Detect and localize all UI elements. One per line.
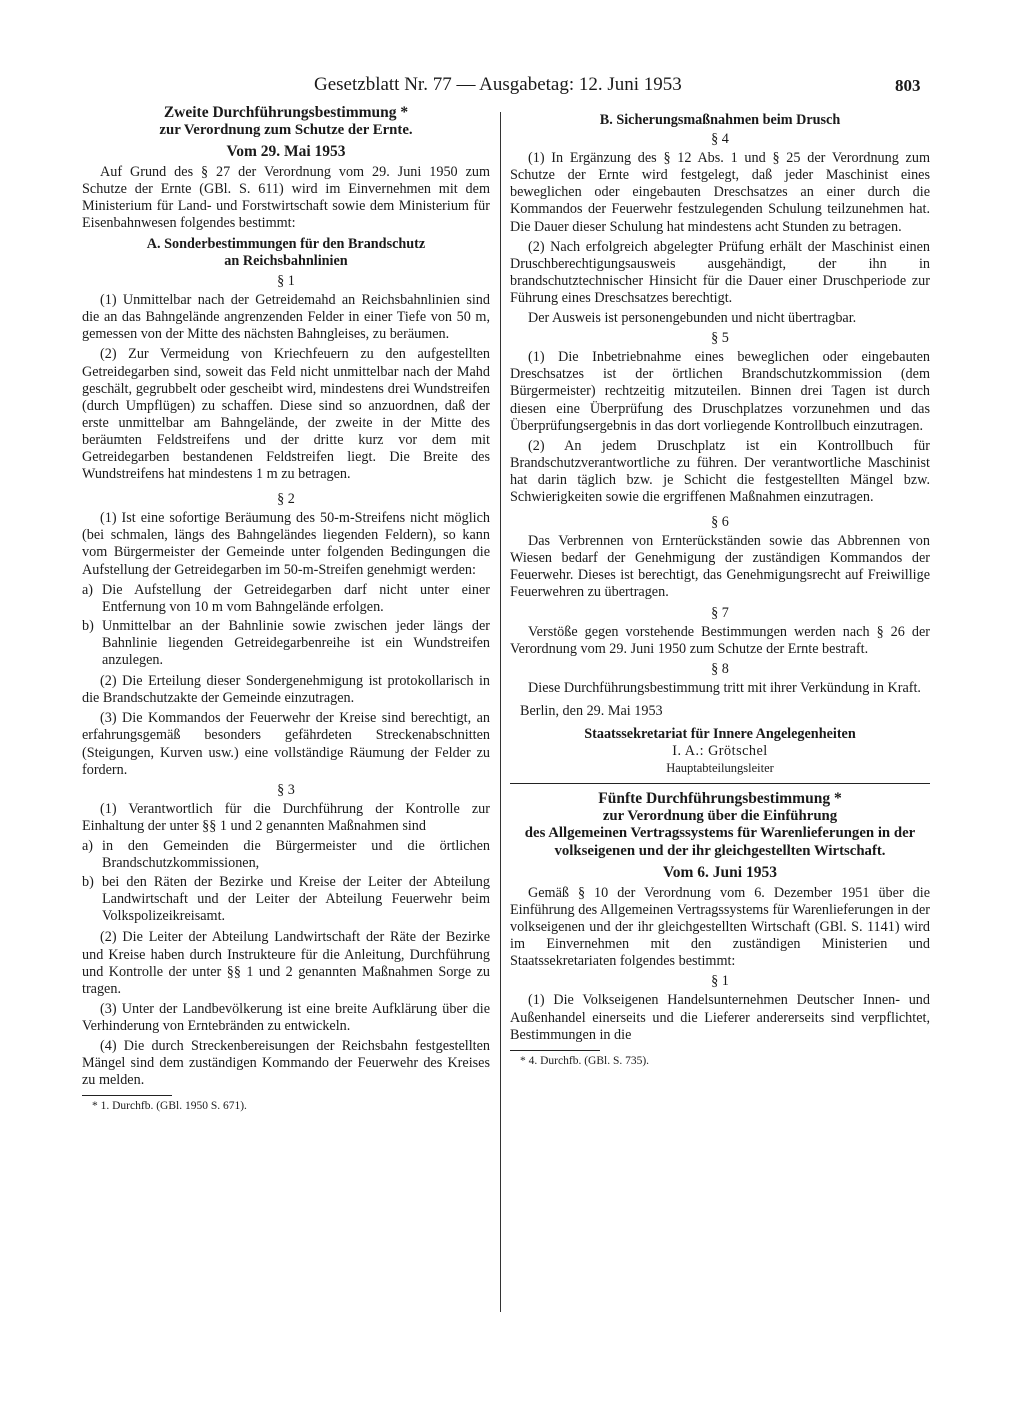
list-text: Die Aufstellung der Getreidegarben darf nicht unter einer Entfernung von 10 m vom Bahngelände erfolgen. <box>102 581 490 615</box>
list-item <box>82 618 490 669</box>
document-date: Vom 29. Mai 1953 <box>226 143 346 160</box>
paragraph-heading-4: § 4 <box>711 131 729 148</box>
list-marker: b) <box>82 617 94 634</box>
list-text: bei den Räten der Bezirke und Kreise der Leiter der Abteilung Landwirtschaft und der Leiter der Abteilung Feuerwehr beim Volkspolizeikreisamt. <box>102 874 490 925</box>
list-marker: a) <box>82 837 94 854</box>
s7-para-1: Verstöße gegen vorstehende Bestimmungen werden nach § 26 der Verordnung vom 29. Juni 1950 zum Schutze der Ernte bestraft. <box>510 623 930 657</box>
signature-role: Hauptabteilungsleiter <box>666 761 774 776</box>
right-column <box>510 104 930 1070</box>
paragraph-heading-6: § 6 <box>711 514 729 531</box>
signature-name: I. A.: Grötschel <box>672 743 768 760</box>
t2-intro-paragraph: Gemäß § 10 der Verordnung vom 6. Dezember 1951 über die Einführung des Allgemeinen Vertragssystems für Warenlieferungen in der volkseigenen und der ihr gleichgestellten Wirtschaft (GBl. S. 1141) wird im Einvernehmen mit den zuständigen Ministerien und Staatssekretariaten folgendes bestimmt: <box>510 884 930 970</box>
s3-para-4: (4) Die durch Streckenbereisungen der Reichsbahn festgestellten Mängel sind dem zuständigen Kommando der Feuerwehr des Kreises zu melden. <box>82 1038 490 1089</box>
paragraph-heading-3: § 3 <box>277 781 295 798</box>
page-number: 803 <box>895 76 921 95</box>
s5-para-1: (1) Die Inbetriebnahme eines beweglichen oder eingebauten Dreschsatzes ist der örtlichen Brandschutzkommission (dem Bürgermeister) rechtzeitig mitzuteilen. Binnen drei Tagen ist durch diesen eine Überprüfung des Druschplatzes vorzunehmen und das Überprüfungsergebnis in das dort vorliegende Kontrollbuch einzutragen. <box>510 349 930 434</box>
place-date: Berlin, den 29. Mai 1953 <box>520 703 663 719</box>
footnote: * 1. Durchfb. (GBl. 1950 S. 671). <box>92 1100 247 1113</box>
s4-para-2: (2) Nach erfolgreich abgelegter Prüfung erhält der Maschinist einen Druschberechtigungsausweis ausgehändigt, der ihn in brandschutztechnischer Hinsicht für die Dauer einer Druschperiode zur Führung eines Dreschsatzes berechtigt. <box>510 238 930 306</box>
document-title: Zweite Durchführungsbestimmung * <box>163 104 409 121</box>
s4-para-3: Der Ausweis ist personengebunden und nicht übertragbar. <box>528 310 857 327</box>
paragraph-heading-2: § 2 <box>277 491 295 508</box>
footnote-rule <box>82 1095 172 1096</box>
s6-para-1: Das Verbrennen von Ernterückständen sowie das Abbrennen von Wiesen bedarf der Genehmigung der zuständigen Kommandos der Feuerwehr. Dieses ist berechtigt, das Genehmigungsrecht auf Freiwillige Feuerwehren zu übertragen. <box>510 533 930 601</box>
footnote: * 4. Durchfb. (GBl. S. 735). <box>520 1054 650 1067</box>
list-marker: b) <box>82 874 94 891</box>
second-document-date: Vom 6. Juni 1953 <box>663 864 777 882</box>
s8-para-1: Diese Durchführungsbestimmung tritt mit ihrer Verkündung in Kraft. <box>528 679 921 696</box>
section-rule <box>510 783 930 784</box>
s2-para-1: (1) Ist eine sofortige Beräumung des 50-m-Streifens nicht möglich (bei schmalen, längs des Bahngeländes liegenden Feldern), so kann vom Bürgermeister der Gemeinde unter folgenden Bedingungen die Aufstellung der Getreidegarben im 50-m-Streifen genehmigt werden: <box>82 510 490 578</box>
list-item <box>82 874 490 925</box>
signature-organization: Staatssekretariat für Innere Angelegenheiten <box>584 726 856 743</box>
s2-para-2: (2) Die Erteilung dieser Sondergenehmigung ist protokollarisch in die Brandschutzakte der Gemeinde einzutragen. <box>82 673 490 707</box>
s4-para-1: (1) In Ergänzung des § 12 Abs. 1 und § 25 der Verordnung zum Schutze der Ernte wird festgelegt, daß jeder Maschinist eines beweglichen oder eingebauten Dreschsatzes an einer durch die Kommandos der Feuerwehr festzulegenden Schulung teilzunehmen hat. Die Dauer dieser Schulung hat mindestens acht Stunden zu betragen. <box>510 150 930 235</box>
list-marker: a) <box>82 581 94 598</box>
section-b-heading: B. Sicherungsmaßnahmen beim Drusch <box>599 112 841 128</box>
s3-para-3: (3) Unter der Landbevölkerung ist eine breite Aufklärung über die Verhinderung von Erntebränden zu entwickeln. <box>82 1000 490 1034</box>
s1-para-1: (1) Unmittelbar nach der Getreidemahd an Reichsbahnlinien sind die an das Bahngelände angrenzenden Felder in einer Tiefe von 50 m, gemessen von der Mitte des nächsten Bahngleises, zu beräumen. <box>82 292 490 343</box>
page-header <box>0 74 1024 102</box>
s1-para-2: (2) Zur Vermeidung von Kriechfeuern zu den aufgestellten Getreidegarben sind, soweit das Feld nicht unmittelbar nach der Mahd geschält, gegrubbelt oder gescheibt wird, mindestens drei Wundstreifen (durch Umpflügen) zu schaffen. Diese sind so anzuordnen, daß der erste unmittelbar am Bahngelände, der zweite in der Mitte des beräumten Feldstreifens und der dritte kurz vor dem mit Getreidegarben bestandenen Feldstreifen liegt. Die Breite des Wundstreifens hat mindestens 1 m zu betragen. <box>82 346 490 483</box>
header-title: Gesetzblatt Nr. 77 — Ausgabetag: 12. Juni 1953 <box>314 74 682 95</box>
footnote-rule <box>510 1050 600 1051</box>
s2-para-3: (3) Die Kommandos der Feuerwehr der Kreise sind berechtigt, an erfahrungsgemäß besonders gefährdeten Streckenabschnitten (Steigungen, Kurven usw.) eine vollständige Räumung der Felder zu fordern. <box>82 710 490 778</box>
second-document-title: Fünfte Durchführungsbestimmung * <box>598 790 842 808</box>
t2-paragraph-heading-1: § 1 <box>711 973 729 990</box>
document-subtitle: zur Verordnung zum Schutze der Ernte. <box>159 121 413 138</box>
paragraph-heading-5: § 5 <box>711 330 729 347</box>
paragraph-heading-8: § 8 <box>711 660 729 677</box>
intro-paragraph: Auf Grund des § 27 der Verordnung vom 29. Juni 1950 zum Schutze der Ernte (GBl. S. 611) wird im Einvernehmen mit dem Ministerium für Land- und Forstwirtschaft sowie dem Ministerium für Eisenbahnwesen folgendes bestimmt: <box>82 163 490 231</box>
paragraph-heading-1: § 1 <box>277 273 295 290</box>
section-a-heading-cont: an Reichsbahnlinien <box>224 252 348 269</box>
t2-s1-para-1: (1) Die Volkseigenen Handelsunternehmen Deutscher Innen- und Außenhandel einerseits und die Lieferer andererseits sind verpflichtet, Bestimmungen in die <box>510 992 930 1043</box>
list-text: Unmittelbar an der Bahnlinie sowie zwischen jeder längs der Bahnlinie liegenden Getreidegarbenreihe ist ein Wundstreifen anzulegen. <box>102 617 490 669</box>
s3-para-1: (1) Verantwortlich für die Durchführung der Kontrolle zur Einhaltung der unter §§ 1 und 2 genannten Maßnahmen sind <box>82 800 490 834</box>
left-column <box>82 104 490 1115</box>
list-item <box>82 582 490 616</box>
list-item <box>82 838 490 872</box>
list-text: in den Gemeinden die Bürgermeister und die örtlichen Brandschutzkommissionen, <box>102 837 490 872</box>
section-a-heading: A. Sonderbestimmungen für den Brandschutz <box>146 235 426 252</box>
paragraph-heading-7: § 7 <box>711 604 729 621</box>
s5-para-2: (2) An jedem Druschplatz ist ein Kontrollbuch für Brandschutzverantwortliche zu führen. Der verantwortliche Maschinist hat darin täglich bzw. je Schicht die festgestellten Mängel bzw. Schwierigkeiten sowie die ergriffenen Maßnahmen einzutragen. <box>510 437 930 505</box>
s3-para-2: (2) Die Leiter der Abteilung Landwirtschaft der Räte der Bezirke und Kreise haben durch Instrukteure für die Anleitung, Durchführung und Kontrolle der unter §§ 1 und 2 genannten Maßnahmen Sorge zu tragen. <box>82 929 490 997</box>
second-document-subtitle: zur Verordnung über die Einführung <box>602 807 838 824</box>
column-divider <box>500 112 501 1312</box>
second-document-subtitle-cont: des Allgemeinen Vertragssystems für Warenlieferungen in der volkseigenen und der ihr gleichgestellten Wirtschaft. <box>524 825 916 859</box>
